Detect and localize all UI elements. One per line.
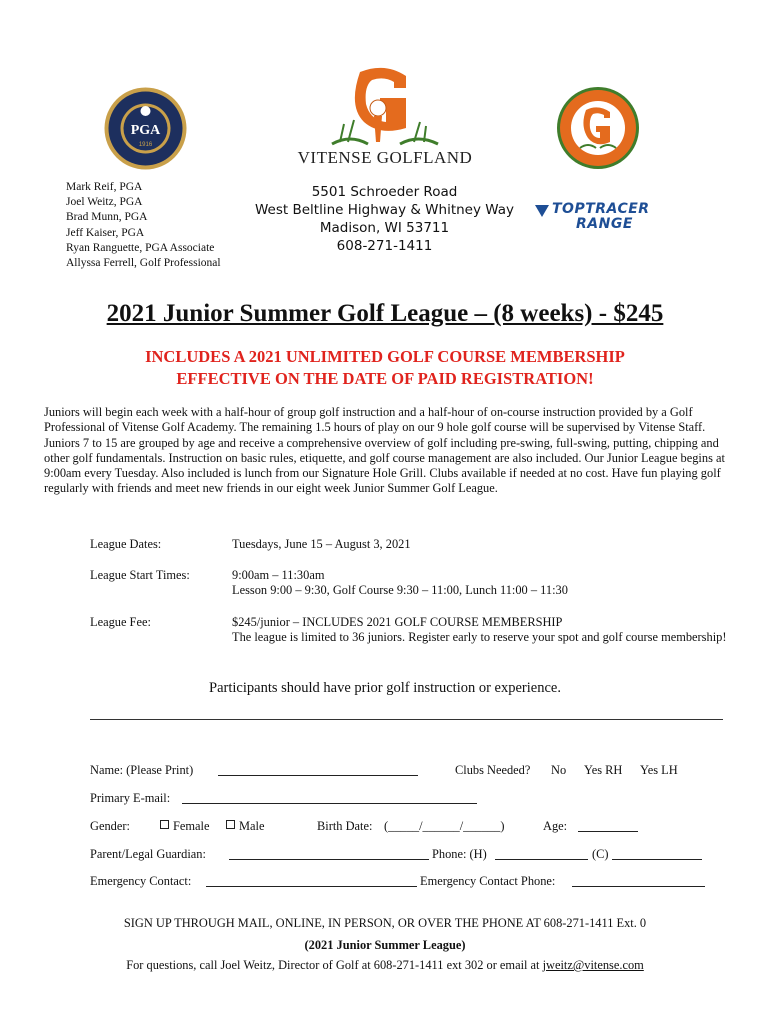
league-dates-label: League Dates: — [90, 537, 162, 551]
staff-member: Mark Reif, PGA — [66, 181, 143, 193]
league-description: Juniors will begin each week with a half-hour of group golf instruction and a half-hour of on-course instruction provided by a Golf Professional of Vitense Golf Academy. The remaining 1.5 hours of play on our 9 hole golf course will be supervised by Vitense Staff. Juniors 7 to 15 are grouped by age and receive a comprehensive overview of golf including pre-swing, full-swing, putting, chipping and other golf fundamentals. Instruction on basic rules, etiquette, and golf course management are also included. Our Junior League begins at 9:00am every Tuesday. Also included is lunch from our Signature Hole Grill. Clubs available if needed at no cost. Have fun playing golf regularly with friends and meet new friends in our eight week Junior Summer Golf League. — [44, 405, 725, 496]
toptracer-logo — [534, 201, 674, 235]
emergency-contact-label: Emergency Contact: — [90, 874, 192, 888]
staff-member: Brad Munn, PGA — [66, 211, 148, 224]
staff-member: Ryan Ranguette, PGA Associate — [66, 241, 215, 254]
cut-line — [90, 719, 723, 720]
staff-member: Allyssa Ferrell, Golf Professional — [66, 257, 221, 270]
address-line: Madison, WI 53711 — [319, 220, 450, 236]
clubs-rh-option[interactable]: Yes RH — [584, 763, 623, 777]
prerequisite-note: Participants should have prior golf instruction or experience. — [209, 680, 561, 696]
start-times-line: Lesson 9:00 – 9:30, Golf Course 9:30 – 11:00, Lunch 11:00 – 11:30 — [232, 583, 568, 598]
age-label: Age: — [543, 819, 568, 833]
signup-instructions: SIGN UP THROUGH MAIL, ONLINE, IN PERSON, OR OVER THE PHONE AT 608-271-1411 Ext. 0 — [123, 916, 647, 930]
signup-subtitle: (2021 Junior Summer League) — [304, 938, 466, 952]
age-field[interactable] — [578, 831, 638, 832]
email-label: Primary E-mail: — [90, 791, 171, 805]
checkbox-icon[interactable] — [226, 820, 235, 829]
male-label: Male — [239, 819, 265, 833]
pga-text: PGA — [130, 123, 161, 138]
guardian-field[interactable] — [229, 859, 429, 860]
email-link[interactable]: jweitz@vitense.com — [542, 958, 644, 972]
membership-promo — [0, 346, 770, 390]
phone-home-label: Phone: (H) — [432, 847, 487, 861]
contact-text: For questions, call Joel Weitz, Director of Golf at 608-271-1411 ext 302 or email at — [126, 958, 543, 972]
email-field[interactable] — [182, 803, 477, 804]
clubs-label: Clubs Needed? — [455, 763, 531, 777]
name-field[interactable] — [218, 775, 418, 776]
clubs-no-option[interactable]: No — [551, 763, 567, 777]
address-line: West Beltline Highway & Whitney Way — [254, 202, 515, 218]
pga-year: 1916 — [138, 142, 153, 148]
promo-line: INCLUDES A 2021 UNLIMITED GOLF COURSE MEMBERSHIP — [145, 347, 625, 366]
birth-date-label: Birth Date: — [317, 819, 373, 833]
promo-line: EFFECTIVE ON THE DATE OF PAID REGISTRATION! — [176, 369, 594, 388]
address-block — [252, 183, 517, 255]
staff-member: Joel Weitz, PGA — [66, 196, 143, 209]
brand-name: VITENSE GOLFLAND — [297, 148, 473, 167]
emergency-contact-field[interactable] — [206, 886, 417, 887]
staff-list — [66, 180, 221, 271]
toptracer-line1: TOPTRACER — [552, 201, 650, 217]
phone-home-field[interactable] — [495, 859, 588, 860]
gender-male-option[interactable] — [226, 819, 264, 834]
gender-label: Gender: — [90, 819, 130, 833]
gender-female-option[interactable] — [160, 819, 209, 834]
page-title: 2021 Junior Summer Golf League – (8 weeks) - $245 — [106, 300, 664, 327]
start-times-label: League Start Times: — [90, 568, 190, 582]
fee-line: $245/junior – INCLUDES 2021 GOLF COURSE MEMBERSHIP — [232, 615, 563, 629]
staff-member: Jeff Kaiser, PGA — [66, 226, 145, 239]
birth-date-field[interactable]: (_____/______/______) — [384, 819, 505, 833]
name-label: Name: (Please Print) — [90, 763, 194, 777]
league-fee-value — [232, 615, 732, 646]
address-line: 608-271-1411 — [336, 238, 433, 254]
league-dates-value: Tuesdays, June 15 – August 3, 2021 — [232, 537, 411, 551]
start-times-value — [232, 568, 732, 599]
vitense-golfland-logo — [330, 64, 440, 154]
phone-cell-label: (C) — [592, 847, 609, 861]
phone-cell-field[interactable] — [612, 859, 702, 860]
contact-line — [0, 958, 770, 973]
start-times-line: 9:00am – 11:30am — [232, 568, 325, 582]
emergency-phone-label: Emergency Contact Phone: — [420, 874, 556, 888]
pga-logo — [103, 86, 188, 171]
toptracer-line2: RANGE — [576, 216, 633, 232]
guardian-label: Parent/Legal Guardian: — [90, 847, 206, 861]
golf-academy-logo — [556, 86, 640, 170]
clubs-lh-option[interactable]: Yes LH — [640, 763, 678, 777]
checkbox-icon[interactable] — [160, 820, 169, 829]
league-fee-label: League Fee: — [90, 615, 151, 629]
emergency-phone-field[interactable] — [572, 886, 705, 887]
female-label: Female — [173, 819, 210, 833]
address-line: 5501 Schroeder Road — [311, 184, 458, 200]
fee-line: The league is limited to 36 juniors. Register early to reserve your spot and golf course membership! — [232, 630, 727, 645]
